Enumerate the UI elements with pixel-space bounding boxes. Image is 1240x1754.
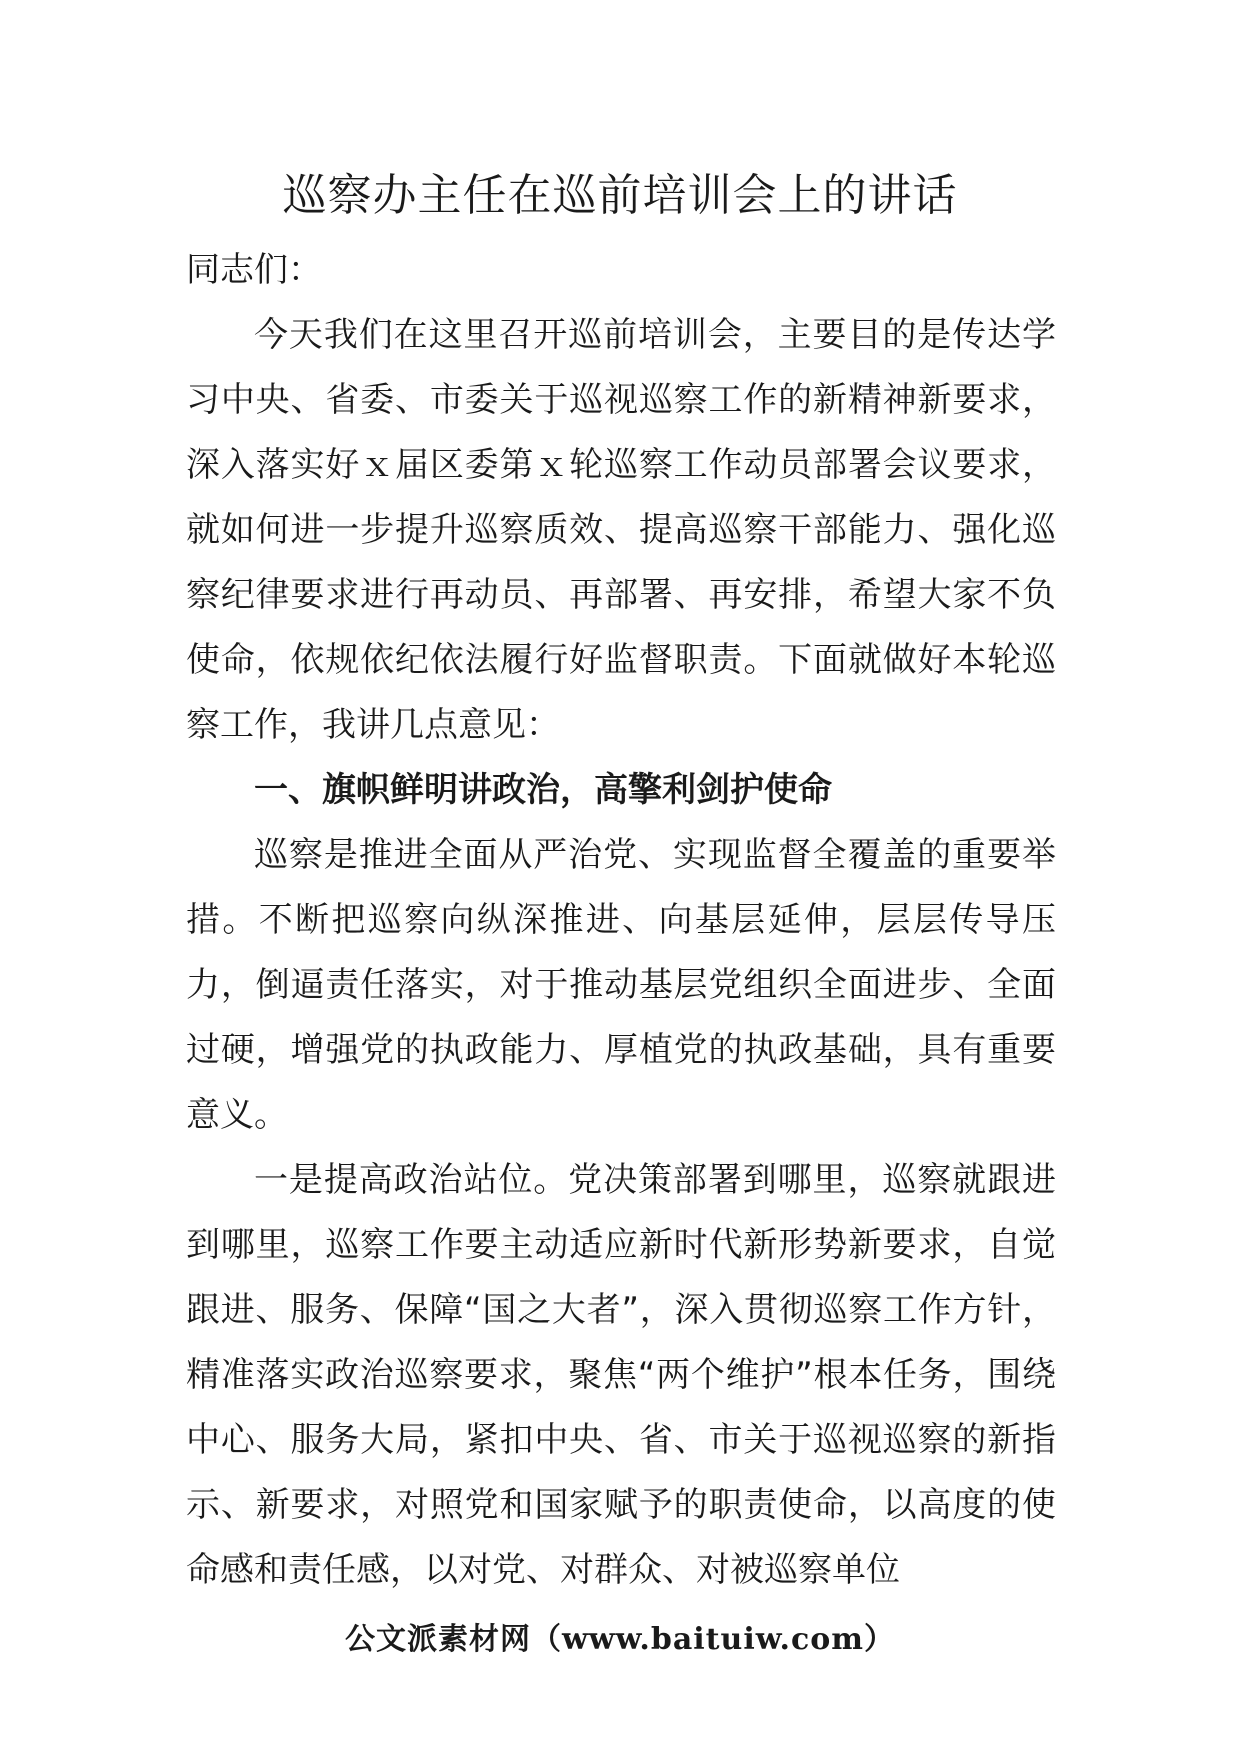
paragraph-section-1-intro: 巡察是推进全面从严治党、实现监督全覆盖的重要举措。不断把巡察向纵深推进、向基层延伸，层层传导压力，倒逼责任落实，对于推动基层党组织全面进步、全面过硬，增强党的执政能力、厚植党的执政基础，具有重要意义。 [186,835,1056,1135]
document-title: 巡察办主任在巡前培训会上的讲话 [282,170,958,221]
salutation: 同志们： [186,250,322,290]
section-heading-1: 一、旗帜鲜明讲政治，高擎利剑护使命 [254,770,832,810]
paragraph-intro: 今天我们在这里召开巡前培训会，主要目的是传达学习中央、省委、市委关于巡视巡察工作的新精神新要求，深入落实好ｘ届区委第ｘ轮巡察工作动员部署会议要求，就如何进一步提升巡察质效、提高巡察干部能力、强化巡察纪律要求进行再动员、再部署、再安排，希望大家不负使命，依规依纪依法履行好监督职责。下面就做好本轮巡察工作，我讲几点意见： [186,315,1056,745]
document-body [186,238,1056,1603]
footer-watermark: 公文派素材网（www.baituiw.com） [344,1622,896,1657]
paragraph-point-1: 一是提高政治站位。党决策部署到哪里，巡察就跟进到哪里，巡察工作要主动适应新时代新形势新要求，自觉跟进、服务、保障“国之大者”，深入贯彻巡察工作方针，精准落实政治巡察要求，聚焦“两个维护”根本任务，围绕中心、服务大局，紧扣中央、省、市关于巡视巡察的新指示、新要求，对照党和国家赋予的职责使命，以高度的使命感和责任感，以对党、对群众、对被巡察单位 [186,1160,1056,1590]
